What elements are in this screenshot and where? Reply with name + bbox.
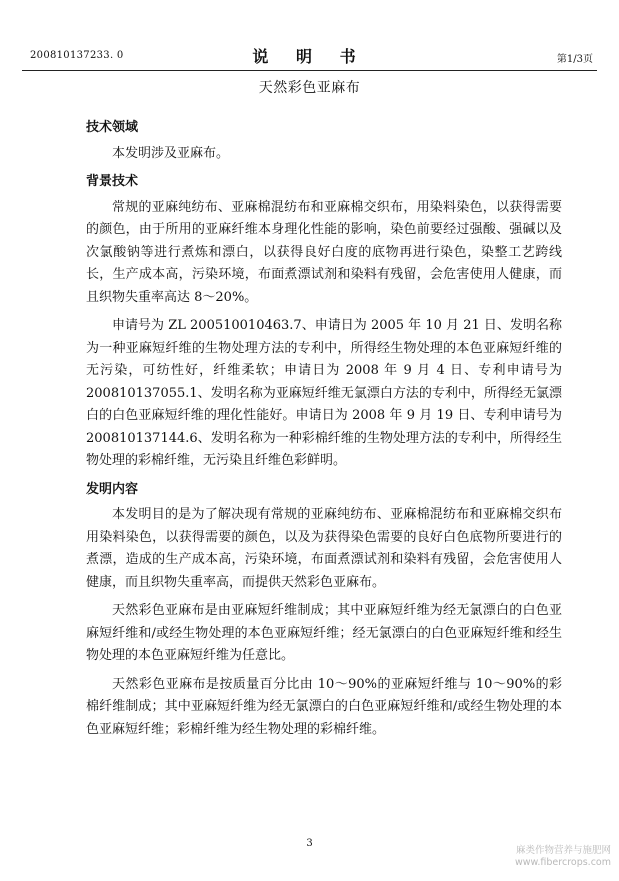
paragraph: 常规的亚麻纯纺布、亚麻棉混纺布和亚麻棉交织布，用染料染色，以获得需要的颜色，由于所用的亚麻纤维本身理化性能的影响，染色前要经过强酸、强碱以及次氯酸钠等进行煮炼和漂白，以获得良好白度的底物再进行染色，染整工艺跨线长，生产成本高，污染环境，布面煮漂试剂和染料有残留，会危害使用人健康，而且织物失重率高达 8～20%。 (86, 199, 562, 305)
section-heading: 背景技术 (86, 174, 139, 189)
page-header (20, 44, 599, 68)
invention-title: 天然彩色亚麻布 (258, 80, 361, 96)
section-technical-field (86, 117, 562, 165)
page-number: 3 (306, 838, 313, 849)
document-title: 说 明 书 (252, 47, 367, 66)
paragraph: 申请号为 ZL 200510010463.7、申请日为 2005 年 10 月 21 日、发明名称为一种亚麻短纤维的生物处理方法的专利中，所得经生物处理的本色亚麻短纤维的无污染，可纺性好，纤维柔软；申请日为 2008 年 9 月 4 日、专利申请号为 200810137055.1、发明名称为亚麻短纤维无氯漂白方法的专利中，所得经无氯漂白的白色亚麻短纤维的理化性能好。申请日为 2008 年 9 月 19 日、专利申请号为 200810137144.6、发明名称为一种彩棉纤维的生物处理方法的专利中，所得经生物处理的彩棉纤维，无污染且纤维色彩鲜明。 (86, 318, 562, 468)
paragraph: 本发明涉及亚麻布。 (112, 145, 230, 161)
section-heading: 技术领域 (86, 120, 139, 135)
watermark (515, 845, 611, 869)
header-rule (22, 70, 597, 71)
paragraph: 本发明目的是为了解决现有常规的亚麻纯纺布、亚麻棉混纺布和亚麻棉交织布用染料染色，以获得需要的颜色，以及为获得染色需要的良好白色底物所要进行的煮漂，造成的生产成本高，污染环境，布面煮漂试剂和染料有残留，会危害使用人健康，而且织物失重率高，而提供天然彩色亚麻布。 (86, 507, 562, 590)
document-body (86, 117, 562, 747)
page-indicator: 第1/3页 (556, 54, 593, 65)
watermark-site-name: 麻类作物营养与施肥网 (515, 845, 611, 856)
application-number: 200810137233. 0 (30, 50, 124, 61)
paragraph: 天然彩色亚麻布是由亚麻短纤维制成；其中亚麻短纤维为经无氯漂白的白色亚麻短纤维和/或经生物处理的本色亚麻短纤维；经无氯漂白的白色亚麻短纤维和经生物处理的本色亚麻短纤维为任意比。 (86, 603, 562, 663)
section-summary (86, 479, 562, 742)
section-heading: 发明内容 (86, 481, 139, 497)
watermark-url: www.fibercrops.com (514, 857, 611, 868)
paragraph: 天然彩色亚麻布是按质量百分比由 10～90%的亚麻短纤维与 10～90%的彩棉纤维制成；其中亚麻短纤维为经无氯漂白的白色亚麻短纤维和/或经生物处理的本色亚麻短纤维；彩棉纤维为经生物处理的彩棉纤维。 (86, 676, 562, 737)
section-background (86, 171, 562, 473)
